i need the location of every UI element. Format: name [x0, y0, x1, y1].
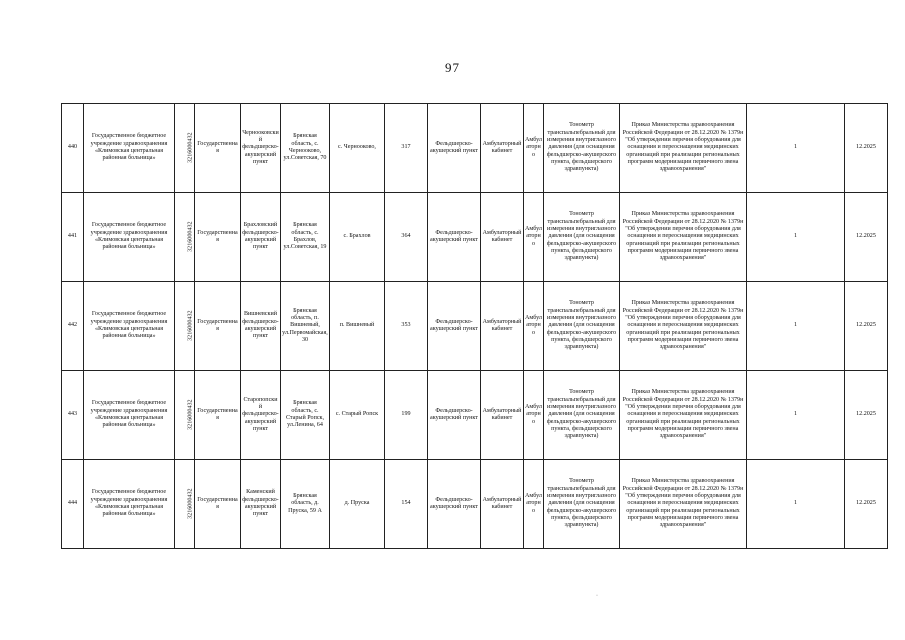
table-row — [62, 193, 888, 282]
equipment-name: Тонометр транспальпебральный для измерения внутриглазного давления (для оснащения фельдшерско-акушерского пункта, фельдшерского здравпункта) — [544, 460, 620, 549]
regulation-order: Приказ Министерства здравоохранения Российской Федерации от 28.12.2020 № 1379н "Об утверждении перечня оборудования для оснащения и переоснащения медицинских организаций при реализации региональных программ модернизации первичного звена здравоохранения" — [620, 282, 747, 371]
ownership-form: Государственная — [195, 371, 241, 460]
facility-name: Вишневский фельдшерско-акушерский пункт — [241, 282, 281, 371]
regulation-order: Приказ Министерства здравоохранения Российской Федерации от 28.12.2020 № 1379н "Об утверждении перечня оборудования для оснащения и переоснащения медицинских организаций при реализации региональных программ модернизации первичного звена здравоохранения" — [620, 193, 747, 282]
quantity: 1 — [747, 104, 845, 193]
care-condition: Амбулаторно — [524, 371, 544, 460]
table-row — [62, 104, 888, 193]
equipment-name: Тонометр транспальпебральный для измерения внутриглазного давления (для оснащения фельдшерско-акушерского пункта, фельдшерского здравпункта) — [544, 193, 620, 282]
regulation-order: Приказ Министерства здравоохранения Российской Федерации от 28.12.2020 № 1379н "Об утверждении перечня оборудования для оснащения и переоснащения медицинских организаций при реализации региональных программ модернизации первичного звена здравоохранения" — [620, 460, 747, 549]
care-condition: Амбулаторно — [524, 282, 544, 371]
room-type: Амбулаторный кабинет — [481, 282, 524, 371]
population-count: 364 — [385, 193, 428, 282]
room-type: Амбулаторный кабинет — [481, 371, 524, 460]
equipment-name: Тонометр транспальпебральный для измерения внутриглазного давления (для оснащения фельдшерско-акушерского пункта, фельдшерского здравпункта) — [544, 104, 620, 193]
inn-value: 3216000432 — [187, 221, 194, 253]
scan-mark: · — [596, 593, 598, 599]
facility-address: Брянская область, с. Чернооково, ул.Советская, 70 — [281, 104, 330, 193]
facility-address: Брянская область, с. Брахлов, ул.Советская, 19 — [281, 193, 330, 282]
population-count: 154 — [385, 460, 428, 549]
table-row — [62, 282, 888, 371]
settlement-name: с. Брахлов — [330, 193, 385, 282]
room-type: Амбулаторный кабинет — [481, 104, 524, 193]
regulation-order: Приказ Министерства здравоохранения Российской Федерации от 28.12.2020 № 1379н "Об утверждении перечня оборудования для оснащения и переоснащения медицинских организаций при реализации региональных программ модернизации первичного звена здравоохранения" — [620, 371, 747, 460]
population-count: 317 — [385, 104, 428, 193]
inn-cell — [175, 282, 195, 371]
delivery-date: 12.2025 — [845, 460, 888, 549]
facility-type: Фельдшерско-акушерский пункт — [428, 104, 481, 193]
organization-name: Государственное бюджетное учреждение здравоохранения «Климовская центральная районная больница» — [84, 371, 175, 460]
settlement-name: п. Вишневый — [330, 282, 385, 371]
inn-cell — [175, 104, 195, 193]
inn-cell — [175, 460, 195, 549]
organization-name: Государственное бюджетное учреждение здравоохранения «Климовская центральная районная больница» — [84, 460, 175, 549]
inn-cell — [175, 371, 195, 460]
table-row — [62, 371, 888, 460]
row-number: 440 — [62, 104, 84, 193]
care-condition: Амбулаторно — [524, 104, 544, 193]
care-condition: Амбулаторно — [524, 460, 544, 549]
room-type: Амбулаторный кабинет — [481, 460, 524, 549]
row-number: 442 — [62, 282, 84, 371]
inn-cell — [175, 193, 195, 282]
delivery-date: 12.2025 — [845, 282, 888, 371]
row-number: 444 — [62, 460, 84, 549]
facility-type: Фельдшерско-акушерский пункт — [428, 193, 481, 282]
facility-address: Брянская область, с. Старый Ропск, ул.Ленина, 64 — [281, 371, 330, 460]
inn-value: 3216000432 — [187, 488, 194, 520]
facility-name: Брахловский фельдшерско-акушерский пункт — [241, 193, 281, 282]
organization-name: Государственное бюджетное учреждение здравоохранения «Климовская центральная районная больница» — [84, 193, 175, 282]
equipment-registry-table — [61, 103, 888, 549]
ownership-form: Государственная — [195, 282, 241, 371]
population-count: 199 — [385, 371, 428, 460]
facility-name: Старопопский фельдшерско-акушерский пункт — [241, 371, 281, 460]
facility-type: Фельдшерско-акушерский пункт — [428, 282, 481, 371]
delivery-date: 12.2025 — [845, 193, 888, 282]
population-count: 353 — [385, 282, 428, 371]
facility-name: Каменский фельдшерско-акушерский пункт — [241, 460, 281, 549]
organization-name: Государственное бюджетное учреждение здравоохранения «Климовская центральная районная больница» — [84, 104, 175, 193]
ownership-form: Государственная — [195, 104, 241, 193]
table-row — [62, 460, 888, 549]
room-type: Амбулаторный кабинет — [481, 193, 524, 282]
page-number: 97 — [445, 60, 460, 75]
quantity: 1 — [747, 282, 845, 371]
facility-name: Чернооковский фельдшерско-акушерский пункт — [241, 104, 281, 193]
settlement-name: с. Старый Ропск — [330, 371, 385, 460]
facility-type: Фельдшерско-акушерский пункт — [428, 371, 481, 460]
inn-value: 3216000432 — [187, 132, 194, 164]
quantity: 1 — [747, 193, 845, 282]
facility-address: Брянская область, д. Пруска, 59 А — [281, 460, 330, 549]
facility-address: Брянская область, п. Вишневый, ул.Первомайская, 30 — [281, 282, 330, 371]
row-number: 443 — [62, 371, 84, 460]
delivery-date: 12.2025 — [845, 104, 888, 193]
equipment-name: Тонометр транспальпебральный для измерения внутриглазного давления (для оснащения фельдшерско-акушерского пункта, фельдшерского здравпункта) — [544, 371, 620, 460]
inn-value: 3216000432 — [187, 310, 194, 342]
delivery-date: 12.2025 — [845, 371, 888, 460]
facility-type: Фельдшерско-акушерский пункт — [428, 460, 481, 549]
organization-name: Государственное бюджетное учреждение здравоохранения «Климовская центральная районная больница» — [84, 282, 175, 371]
row-number: 441 — [62, 193, 84, 282]
ownership-form: Государственная — [195, 193, 241, 282]
quantity: 1 — [747, 371, 845, 460]
care-condition: Амбулаторно — [524, 193, 544, 282]
inn-value: 3216000432 — [187, 399, 194, 431]
settlement-name: д. Пруска — [330, 460, 385, 549]
quantity: 1 — [747, 460, 845, 549]
settlement-name: с. Чернооково, — [330, 104, 385, 193]
equipment-name: Тонометр транспальпебральный для измерения внутриглазного давления (для оснащения фельдшерско-акушерского пункта, фельдшерского здравпункта) — [544, 282, 620, 371]
regulation-order: Приказ Министерства здравоохранения Российской Федерации от 28.12.2020 № 1379н "Об утверждении перечня оборудования для оснащения и переоснащения медицинских организаций при реализации региональных программ модернизации первичного звена здравоохранения" — [620, 104, 747, 193]
ownership-form: Государственная — [195, 460, 241, 549]
